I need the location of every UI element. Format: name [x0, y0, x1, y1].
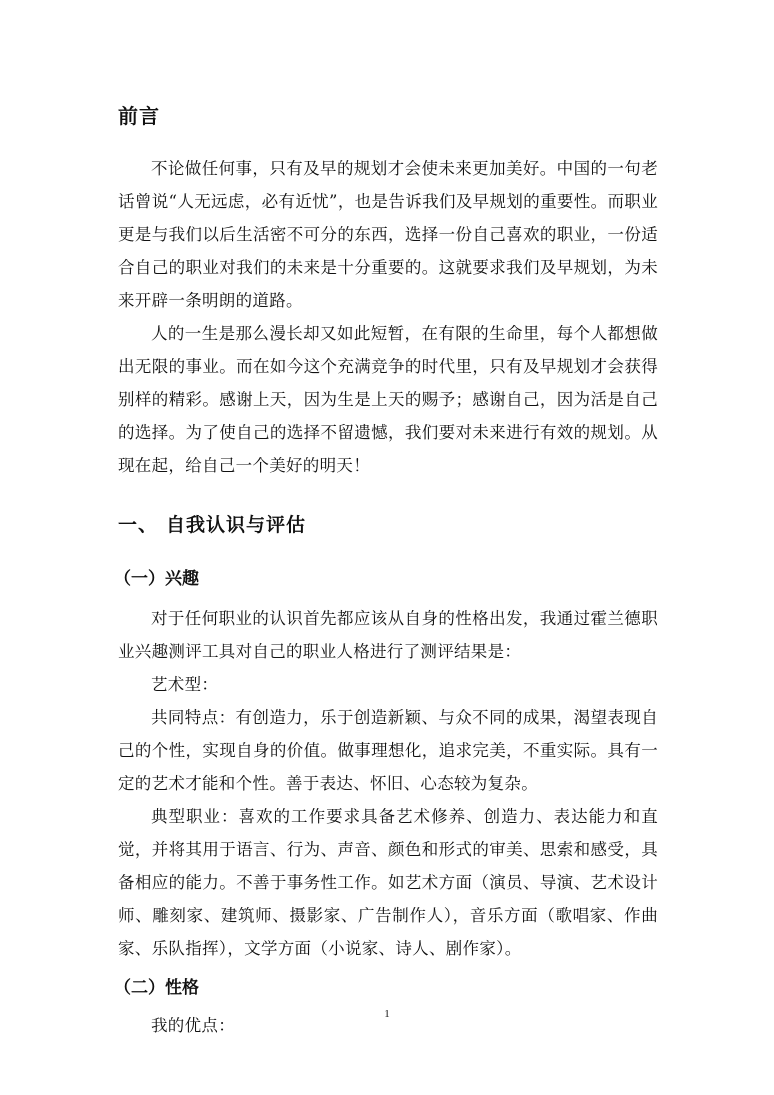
preface-paragraph-2: 人的一生是那么漫长却又如此短暂，在有限的生命里，每个人都想做出无限的事业。而在如今这个充满竞争的时代里，只有及早规划才会获得别样的精彩。感谢上天，因为生是上天的赐予；感谢自己，因为活是自己的选择。为了使自己的选择不留遗憾，我们要对未来进行有效的规划。从现在起，给自己一个美好的明天！	[118, 324, 658, 475]
chapter-title: 自我认识与评估	[166, 514, 307, 536]
page-content	[114, 100, 658, 1042]
interest-paragraph-3: 共同特点：有创造力，乐于创造新颖、与众不同的成果，渴望表现自己的个性，实现自身的价值。做事理想化，追求完美，不重实际。具有一定的艺术才能和个性。善于表达、怀旧、心态较为复杂。	[118, 708, 658, 793]
section-heading-interest: （一）兴趣	[114, 569, 199, 589]
personality-paragraph-1: 我的优点：	[151, 1016, 235, 1035]
interest-paragraph-1: 对于任何职业的认识首先都应该从自身的性格出发，我通过霍兰德职业兴趣测评工具对自己的职业人格进行了测评结果是：	[118, 609, 658, 661]
page-number: 1	[384, 1008, 390, 1020]
chapter-heading	[118, 510, 658, 540]
preface-paragraph-1: 不论做任何事，只有及早的规划才会使未来更加美好。中国的一句老话曾说“人无远虑，必有近忧”，也是告诉我们及早规划的重要性。而职业更是与我们以后生活密不可分的东西，选择一份自己喜欢的职业，一份适合自己的职业对我们的未来是十分重要的。这就要求我们及早规划，为未来开辟一条明朗的道路。	[118, 159, 658, 310]
section-heading-personality: （二）性格	[114, 978, 199, 998]
chapter-number: 一、	[118, 514, 159, 536]
preface-heading: 前言	[118, 104, 160, 128]
interest-paragraph-4: 典型职业：喜欢的工作要求具备艺术修养、创造力、表达能力和直觉，并将其用于语言、行为、声音、颜色和形式的审美、思索和感受，具备相应的能力。不善于事务性工作。如艺术方面（演员、导演、艺术设计师、雕刻家、建筑师、摄影家、广告制作人），音乐方面（歌唱家、作曲家、乐队指挥），文学方面（小说家、诗人、剧作家）。	[118, 807, 658, 958]
interest-paragraph-2: 艺术型：	[151, 675, 219, 694]
